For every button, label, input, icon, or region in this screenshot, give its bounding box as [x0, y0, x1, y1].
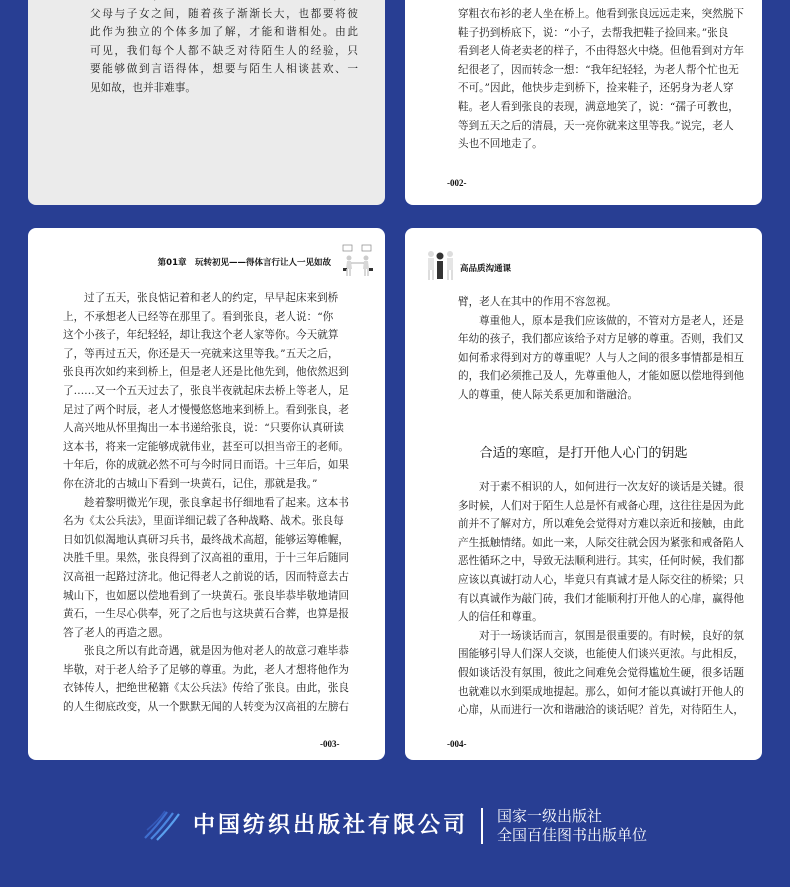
text-line: 这个小孩子，年纪轻轻，却让我这个老人家等你。今天就算: [63, 329, 339, 342]
publisher-name: 中国纺织出版社有限公司: [193, 812, 469, 838]
text-line: 对于素不相识的人，如何进行一次友好的谈话是关键。很: [479, 481, 744, 493]
text-line: 如何希求得到对方的尊重呢？人与人之间的很多事情都是相互: [458, 351, 745, 364]
text-line: 城山下，也如愿以偿地看到了一块黄石。张良毕恭毕敬地请回: [63, 589, 350, 602]
text-line: 衣钵传人，把绝世秘籍《太公兵法》传给了张良。由此，张良: [63, 682, 350, 695]
text-line: 答了老人的再造之恩。: [63, 626, 169, 639]
divider: [481, 808, 483, 844]
text-line: 决胜千里。果然，张良得到了汉高祖的重用，于十三年后随同: [63, 552, 350, 565]
text-line: 日如饥似渴地认真研习兵书，最终战术高超，能够运筹帷幄，: [63, 533, 350, 546]
text-line: 人的尊重，使人际关系更加和谐融洽。: [458, 388, 639, 401]
page-number: -002-: [447, 178, 467, 188]
text-line: [90, 0, 358, 5]
text-line: 趁着黎明微光乍现，张良拿起书仔细地看了起来。这本书: [84, 496, 349, 509]
text-line: 黄石，一生尽心供奉，死了之后也与这块黄石合葬，也算是报: [63, 608, 350, 621]
publisher-tagline-2: 全国百佳图书出版单位: [497, 826, 648, 844]
text-line: 纪很老了，因而转念一想：“我年纪轻轻，为老人帮个忙也无: [458, 63, 739, 76]
text-line: 了，等再过五天，你还是天一亮就来这里等我。”五天之后，: [63, 347, 339, 360]
text-line: 这本书，将来一定能够成就伟业，甚至可以担当帝王的老师。: [63, 440, 350, 453]
publisher-tagline-1: 国家一级出版社: [497, 807, 603, 825]
text-line: 等到五天之后的清晨，天一亮你就来这里等我。”说完，老人: [458, 119, 734, 132]
book-page-002: [405, 0, 762, 205]
text-line: 应该以真诚打动人心，毕竟只有真诚才是人际交往的桥梁；只: [458, 573, 745, 586]
text-line: 汉高祖一起路过济北。他记得老人之前说的话，因而特意去古: [63, 570, 350, 583]
page-body: [90, 0, 358, 98]
text-line: 头也不回地走了。: [458, 138, 543, 151]
people-figures-icon: [425, 248, 457, 282]
text-line: 年幼的孩子，我们都应该给予对方足够的尊重。否则，我们又: [458, 333, 745, 346]
book-page-003: [28, 228, 385, 760]
page-body: [458, 293, 745, 405]
text-line: 的人生彻底改变，从一个默默无闻的人转变为汉高祖的左膀右: [63, 701, 350, 714]
page-number: -004-: [447, 739, 467, 749]
text-line: 不可。”因此，他快步走到桥下，捡来鞋子，还躬身为老人穿: [458, 82, 734, 95]
text-line: 上，不承想老人已经等在那里了。看到张良，老人说：“你: [63, 310, 334, 323]
text-line: 张良之所以有此奇遇，就是因为他对老人的故意刁难毕恭: [84, 645, 349, 658]
chapter-header: 第01章 玩转初见——得体言行让人一见如故: [157, 258, 331, 268]
text-line: 你在济北的古城山下看到一块黄石，记住，那就是我。”: [63, 477, 318, 490]
page-body: [458, 5, 745, 154]
text-line: 了……又一个五天过去了，张良半夜就起床去桥上等老人，足: [63, 384, 350, 397]
text-line: 足过了两个时辰，老人才慢慢悠悠地来到桥上。看到张良，老: [63, 403, 350, 416]
book-title-header: 高品质沟通课: [460, 264, 512, 274]
publisher-wave-logo-icon: [143, 808, 183, 842]
text-line: 人的信任和尊重。: [458, 611, 543, 624]
text-line: 前并不了解对方，所以难免会觉得对方难以亲近和接触，由此: [458, 518, 745, 531]
text-line: 过了五天，张良惦记着和老人的约定，早早起床来到桥: [84, 292, 339, 304]
section-title: 合适的寒暄，是打开他人心门的钥匙: [479, 446, 688, 461]
text-line: 多时候，人们对于陌生人总是怀有戒备心理，这往往是因为此: [458, 499, 745, 512]
book-page-004: [405, 228, 762, 760]
page-body: [63, 289, 350, 717]
text-line: 恶性循环之中，导致无法顺利进行。其实，任何时候，我们都: [458, 555, 745, 568]
text-line: 十年后，你的成就必然不可与今时同日而语。十三年后，如果: [63, 459, 350, 472]
text-line: 人高兴地从怀里掏出一本书递给张良，说：“只要你认真研读: [63, 422, 344, 435]
text-line: 鞋。老人看到张良的表现，满意地笑了，说：“孺子可教也，: [458, 100, 739, 113]
text-line: 有以真诚作为敲门砖，我们才能顺利打开他人的心扉，赢得他: [458, 592, 745, 605]
text-line: 鞋子扔到桥底下，说：“小子，去帮我把鞋子捡回来。”张良: [458, 26, 729, 39]
text-line: 穿粗衣布衫的老人坐在桥上。他看到张良远远走来，突然脱下: [458, 8, 745, 20]
text-line: 父母与子女之间，随着孩子渐渐长大，也都要将彼: [90, 7, 358, 20]
text-line: 假如谈话没有氛围，彼此之间难免会觉得尴尬生硬，很多话题: [458, 666, 745, 679]
text-line: 臂，老人在其中的作用不容忽视。: [458, 296, 617, 308]
text-line: 要能够做到言语得体，想要与陌生人相谈甚欢、一: [90, 63, 358, 76]
text-line: 围能够引导人们深人交谈，也能使人们谈兴更浓。与此相反，: [458, 648, 745, 661]
handshake-figures-icon: [340, 244, 376, 278]
page-number: -003-: [320, 739, 340, 749]
text-line: 的，我们必须推己及人，先尊重他人，才能如愿以偿地得到他: [458, 370, 745, 383]
text-line: 产生抵触情绪。如此一来，人际交往就会因为紧张和戒备陷人: [458, 536, 745, 549]
book-page-001: [28, 0, 385, 205]
text-line: 对于一场谈话而言，氛围是很重要的。有时候，良好的氛: [479, 629, 744, 642]
text-line: 也就难以水到渠成地提起。那么，如何才能以真诚打开他人的: [458, 685, 745, 698]
text-line: 心扉，从而进行一次和谐融洽的谈话呢？首先，对待陌生人，: [458, 704, 745, 717]
text-line: 毕敬，对于老人给予了足够的尊重。为此，老人才想将他作为: [63, 663, 350, 676]
text-line: 见如故，也并非难事。: [90, 81, 196, 94]
page-body: [458, 478, 745, 720]
text-line: 张良再次如约来到桥上，但是老人还是比他先到，他依然迟到: [63, 366, 350, 379]
text-line: 看到老人倚老卖老的样子，不由得怒火中烧。但他看到对方年: [458, 45, 745, 58]
text-line: 名为《太公兵法》，里面详细记载了各种战略、战术。张良每: [63, 515, 344, 528]
text-line: 此作为独立的个体多加了解，才能和谐相处。由此: [90, 26, 358, 39]
text-line: 尊重他人，原本是我们应该做的，不管对方是老人，还是: [479, 314, 744, 327]
text-line: 可见，我们每个人都不缺乏对待陌生人的经验，只: [90, 44, 358, 57]
